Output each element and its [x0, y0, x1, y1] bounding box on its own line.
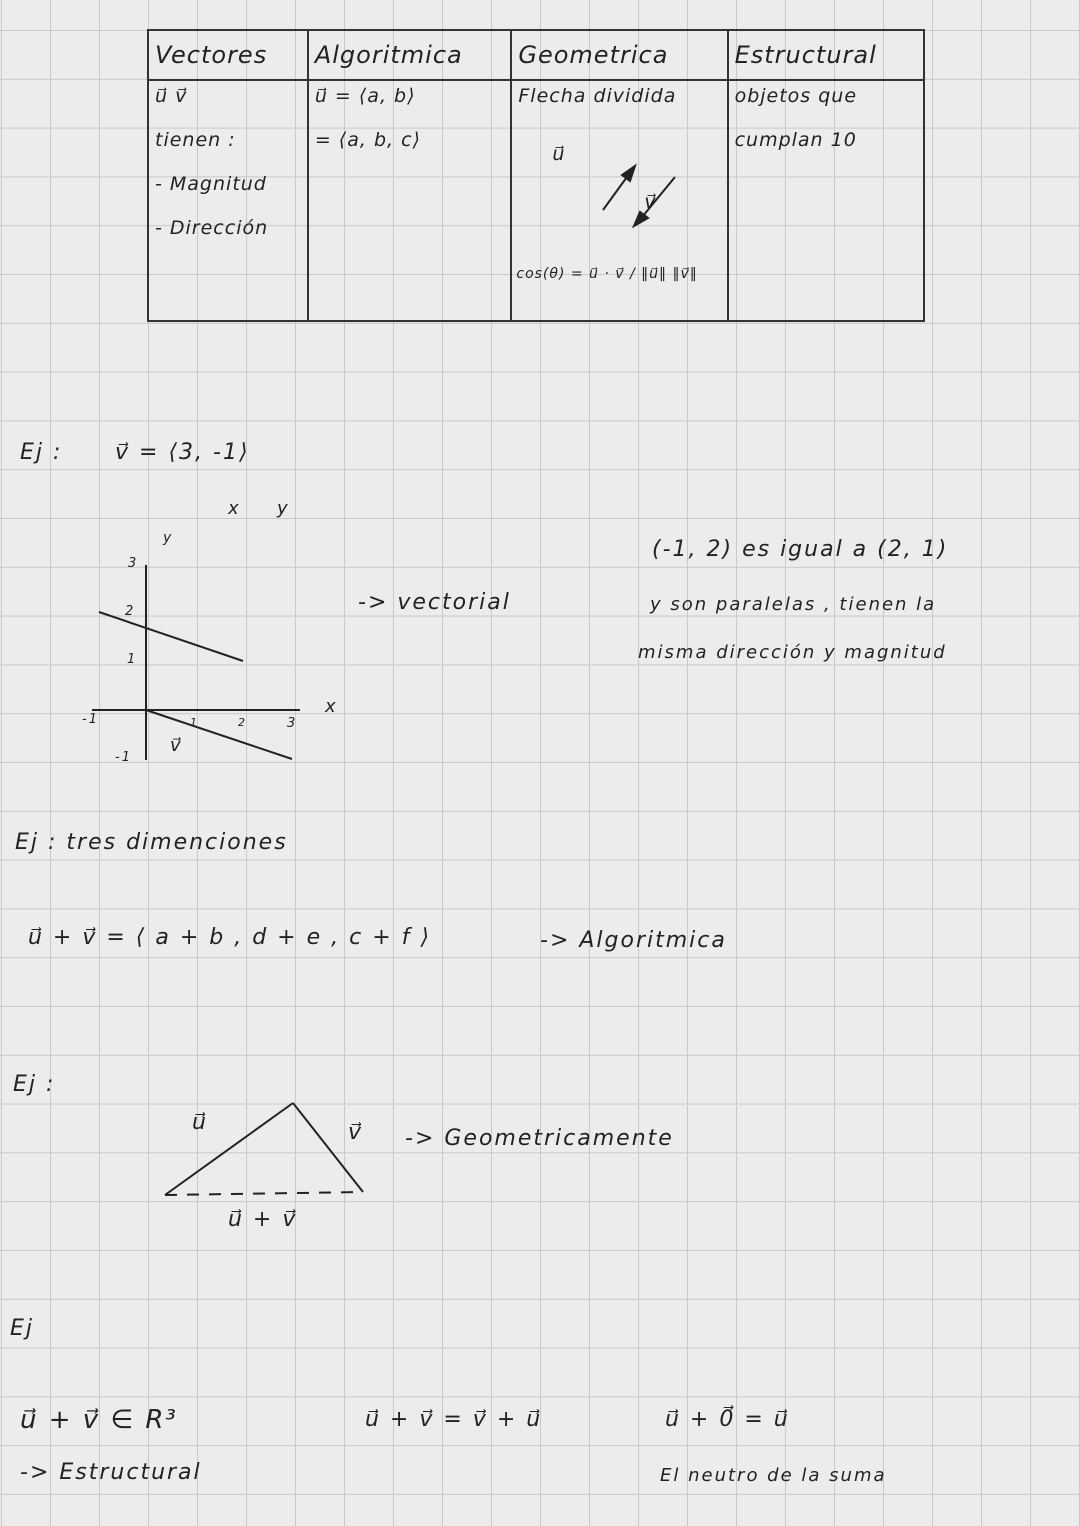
- ex1-label: Ej :: [20, 440, 63, 465]
- v-label: v⃗: [644, 191, 657, 213]
- ex4-f3b: El neutro de la suma: [660, 1465, 887, 1486]
- tick: 1: [190, 716, 199, 729]
- ex3-label: Ej :: [13, 1072, 56, 1097]
- ex1-x: x: [228, 498, 241, 519]
- tick: 3: [128, 556, 139, 571]
- arrows-icon: [603, 166, 675, 226]
- axis-y-label: y: [163, 530, 174, 546]
- tri-v: v⃗: [348, 1120, 364, 1145]
- axis-x-label: x: [325, 696, 338, 717]
- eq-2d: u⃗ = ⟨a, b⟩: [314, 85, 416, 107]
- cumplan: cumplan 10: [734, 129, 857, 151]
- ex2-eq: u⃗ + v⃗ = ⟨ a + b , d + e , c + f ⟩: [28, 925, 431, 950]
- u-label: u⃗: [552, 143, 566, 165]
- ex4-f2: u⃗ + v⃗ = v⃗ + u⃗: [365, 1407, 543, 1432]
- header-algoritmica: Algoritmica: [308, 30, 512, 80]
- tick: 2: [125, 604, 136, 619]
- ex2-arrow: -> Algoritmica: [540, 928, 727, 953]
- eq-3d: = ⟨a, b, c⟩: [314, 129, 421, 151]
- cos-formula: cos(θ) = u⃗ · v⃗ / ‖u⃗‖ ‖v⃗‖: [516, 266, 698, 282]
- direccion: - Dirección: [155, 217, 269, 239]
- header-vectores: Vectores: [148, 30, 308, 80]
- ex4-f1: u⃗ + v⃗ ∈ R³: [20, 1405, 178, 1435]
- flecha-dividida: Flecha dividida: [518, 85, 677, 107]
- tick: -1: [115, 750, 132, 765]
- header-estructural: Estructural: [728, 30, 924, 80]
- tri-u: u⃗: [192, 1110, 208, 1135]
- objetos: objetos que: [734, 85, 858, 107]
- ex4-label: Ej: [10, 1316, 35, 1341]
- note-line: (-1, 2) es igual a (2, 1): [652, 537, 949, 562]
- magnitud: - Magnitud: [155, 173, 267, 195]
- tienen: tienen :: [155, 129, 236, 151]
- tri-sum: u⃗ + v⃗: [228, 1207, 298, 1232]
- header-geometrica: Geometrica: [511, 30, 727, 80]
- tick: -1: [82, 712, 99, 727]
- tick: 3: [287, 716, 298, 731]
- tick: 1: [127, 652, 138, 667]
- ex1-eq: v⃗ = ⟨3, -1⟩: [115, 440, 250, 465]
- ex1-y: y: [277, 498, 290, 519]
- note-line: y son paralelas , tienen la: [650, 594, 937, 615]
- vectorial-note: -> vectorial: [358, 590, 511, 615]
- ex2-label: Ej : tres dimenciones: [15, 830, 288, 855]
- graph-v-label: v⃗: [170, 735, 183, 756]
- ex4-f1b: -> Estructural: [20, 1460, 202, 1485]
- tick: 2: [238, 716, 247, 729]
- vectors-uv: u⃗ v⃗: [155, 85, 188, 107]
- ex3-arrow: -> Geometricamente: [405, 1126, 674, 1151]
- note-line: misma dirección y magnitud: [638, 642, 947, 663]
- graph-axes: [92, 565, 300, 760]
- ex4-f3: u⃗ + 0⃗ = u⃗: [665, 1407, 790, 1432]
